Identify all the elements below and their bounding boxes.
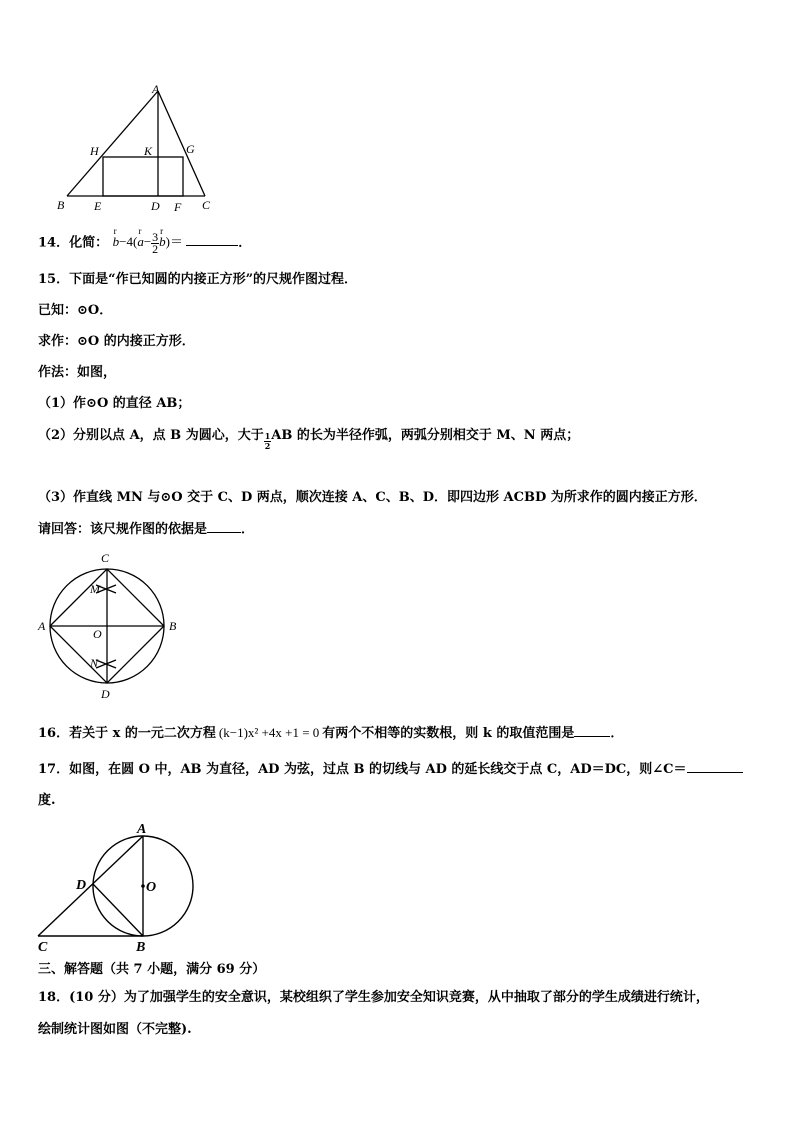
circle-square-figure <box>34 548 184 703</box>
answer-blank-16[interactable] <box>574 724 610 737</box>
label-D: D <box>151 199 160 213</box>
label-A: A <box>152 82 160 96</box>
question-16: 16．若关于 x 的一元二次方程 (k−1)x² +4x +1 = 0 有两个不相等的实数根，则 k 的取值范围是 ． <box>38 725 624 741</box>
label-C: C <box>101 551 110 565</box>
section-heading: 三、解答题（共 7 小题，满分 69 分） <box>38 962 266 977</box>
fraction-1-2: $\frac{1}{2}$ <box>264 431 271 451</box>
question-15-title: 15．下面是“作已知圆的内接正方形”的尺规作图过程． <box>38 272 358 287</box>
label-O: O <box>146 880 157 895</box>
label-B: B <box>57 198 65 212</box>
triangle-figure <box>50 82 220 217</box>
fraction-3-2: $\frac{3}{2}$ <box>152 230 159 256</box>
question-15-step2: （2）分别以点 A，点 B 为圆心，大于 $\frac{1}{2}$ AB 的长为半径作弧，两弧分别相交于 M、N 两点； <box>38 428 580 451</box>
question-15-known: 已知：⊙O． <box>38 303 113 318</box>
answer-blank-15[interactable] <box>207 520 241 533</box>
question-15-step3: （3）作直线 MN 与⊙O 交于 C、D 两点，顺次连接 A、C、B、D．即四边形 ACBD 为所求作的圆内接正方形． <box>38 490 707 505</box>
label-C: C <box>202 198 211 212</box>
label-C: C <box>38 940 48 955</box>
label-D: D <box>101 687 110 701</box>
question-15-method: 作法：如图， <box>38 365 117 380</box>
label-H: H <box>90 144 99 158</box>
question-14: 14．化简： r b−4(r a− $\frac{3}{2}$ r b)＝ ． <box>38 232 251 255</box>
question-15-requirement: 求作：⊙O 的内接正方形． <box>38 334 195 349</box>
label-G: G <box>186 142 195 156</box>
label-A: A <box>137 822 147 837</box>
label-D: D <box>76 878 87 893</box>
question-18-line1: 18．(10 分）为了加强学生的安全意识，某校组织了学生参加安全知识竞赛，从中抽取了部分的学生成绩进行统计， <box>38 990 709 1005</box>
answer-blank-14[interactable] <box>186 233 238 246</box>
label-N: N <box>90 656 99 670</box>
label-E: E <box>94 199 102 213</box>
question-15-step1: （1）作⊙O 的直径 AB； <box>38 396 191 411</box>
label-A: A <box>38 619 46 633</box>
answer-blank-17[interactable] <box>687 760 743 773</box>
center-point <box>141 884 145 888</box>
label-F: F <box>174 200 182 214</box>
label-M: M <box>90 582 100 596</box>
label-B: B <box>169 619 177 633</box>
question-18-line2: 绘制统计图如图（不完整). <box>38 1022 192 1037</box>
circle-tangent-figure <box>34 817 199 957</box>
question-17-unit: 度. <box>38 793 56 808</box>
equation: (k−1)x² +4x +1 = 0 <box>218 725 320 740</box>
question-17: 17．如图，在圆 O 中，AB 为直径，AD 为弦，过点 B 的切线与 AD 的延长线交于点 C，AD＝DC，则∠C＝ <box>38 760 743 779</box>
label-O: O <box>93 627 102 641</box>
question-15-ask: 请回答：该尺规作图的依据是 ． <box>38 522 255 537</box>
label-B: B <box>136 940 146 955</box>
label-K: K <box>144 144 153 158</box>
